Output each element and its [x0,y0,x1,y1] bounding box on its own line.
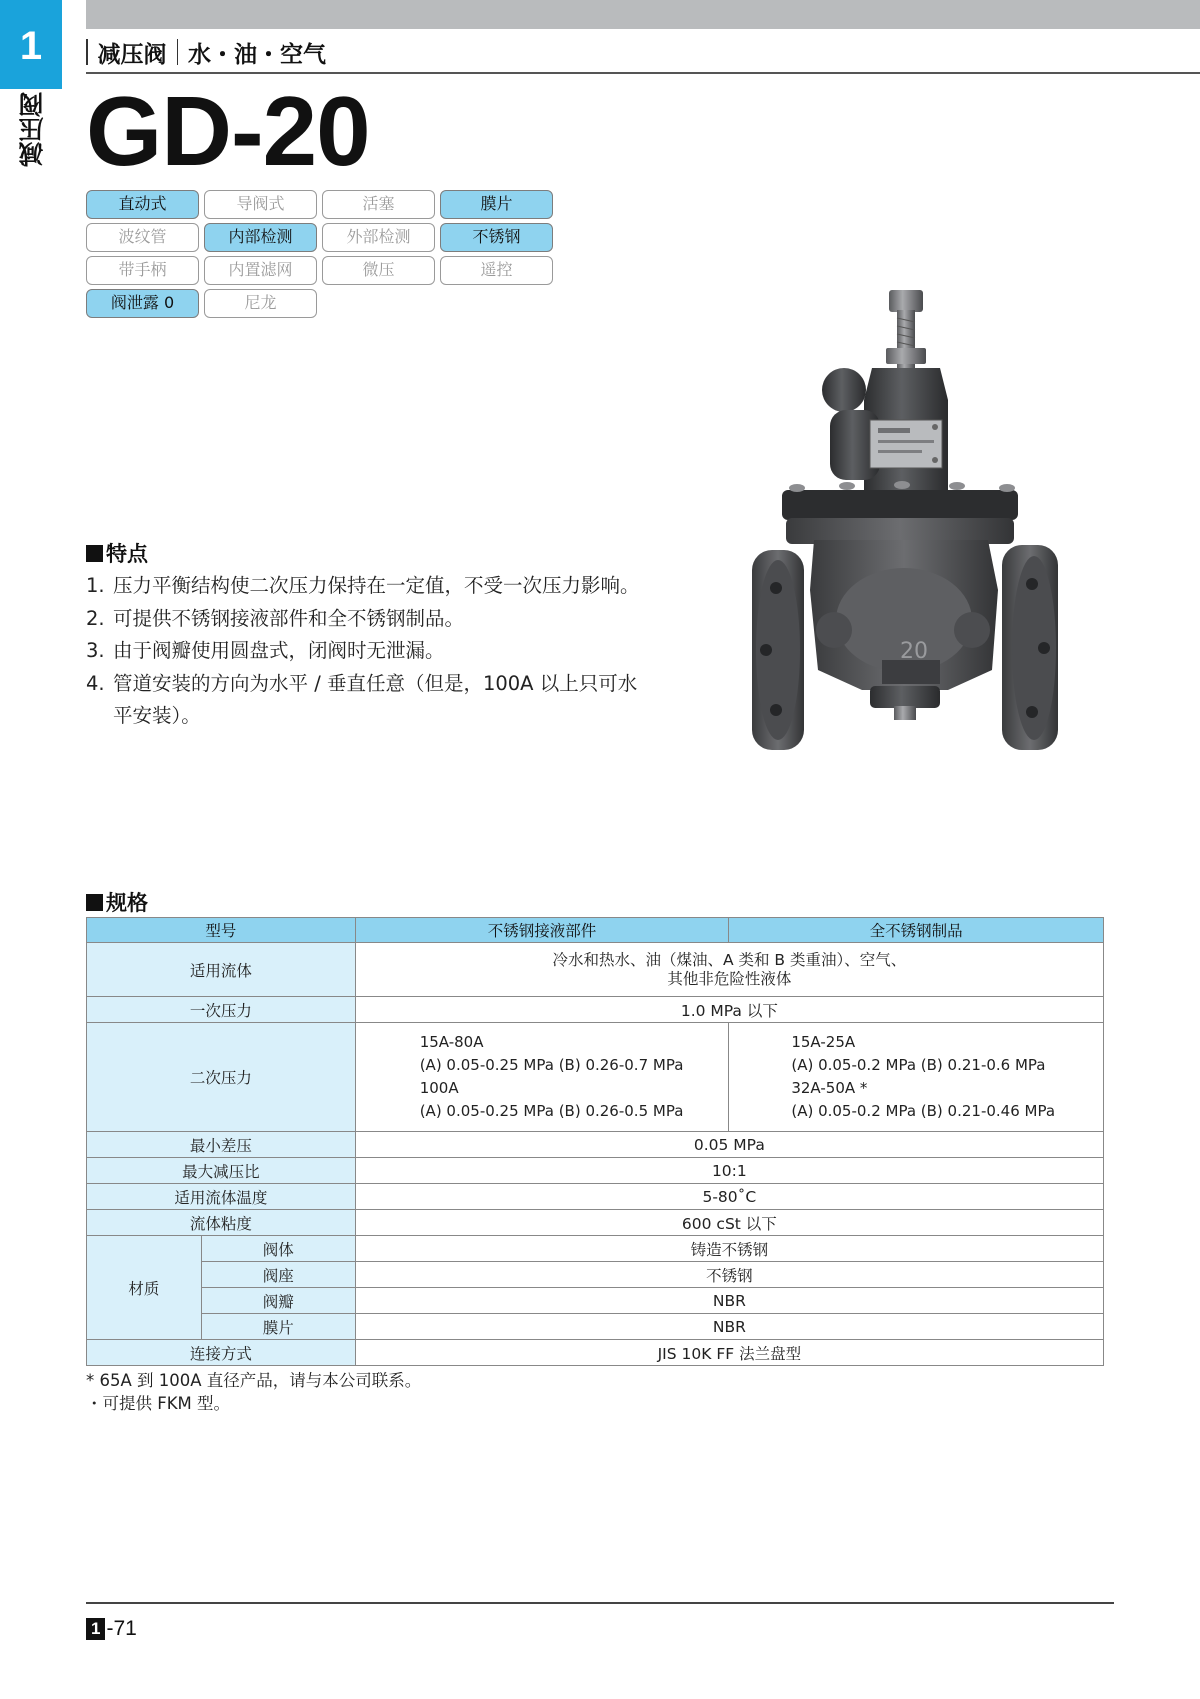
breadcrumb-category: 减压阀 [97,41,167,68]
row-label: 最大减压比 [87,1158,356,1184]
footer-rule [86,1602,1114,1604]
footnote: ・可提供 FKM 型。 [86,1394,231,1413]
row-label: 连接方式 [87,1340,356,1366]
row-value: 铸造不锈钢 [355,1236,1103,1262]
secondary-pressure-col1: 15A-80A (A) 0.05-0.25 MPa (B) 0.26-0.7 MPa 100A (A) 0.05-0.25 MPa (B) 0.26-0.5 MPa [355,1023,729,1132]
tag-nylon: 尼龙 [204,289,317,318]
row-value: NBR [355,1288,1103,1314]
header-gray-bar [86,0,1200,29]
tag-low-pressure: 微压 [322,256,435,285]
tag-piston: 活塞 [322,190,435,219]
spec-heading: 规格 [86,887,148,917]
svg-text:20: 20 [900,639,928,664]
row-value: 1.0 MPa 以下 [355,997,1103,1023]
spec-header-col1: 不锈钢接液部件 [355,918,729,943]
spec-header-model: 型号 [87,918,356,943]
list-item: 1. 压力平衡结构使二次压力保持在一定值，不受一次压力影响。 [86,574,640,597]
tag-zero-leakage: 阀泄露 0 [86,289,199,318]
list-item: 2. 可提供不锈钢接液部件和全不锈钢制品。 [86,606,465,630]
row-sublabel: 阀瓣 [201,1288,355,1314]
table-row [87,1236,1104,1262]
spec-table [86,917,1104,1366]
list-item: 3. 由于阀瓣使用圆盘式，闭阀时无泄漏。 [86,639,445,662]
row-value: NBR [355,1314,1103,1340]
page-number [86,1617,137,1641]
tag-stainless: 不锈钢 [440,223,553,252]
model-title: GD-20 [86,76,370,186]
square-bullet-icon [86,894,103,911]
row-value: 0.05 MPa [355,1132,1103,1158]
row-value: 10:1 [355,1158,1103,1184]
page-number-text: -71 [106,1617,137,1640]
list-item: 4. 管道安装的方向为水平 / 垂直任意（但是，100A 以上只可水平安装）。 [86,671,638,727]
tag-direct-acting: 直动式 [86,190,199,219]
table-row [87,943,1104,997]
row-value: JIS 10K FF 法兰盘型 [355,1340,1103,1366]
footnote: * 65A 到 100A 直径产品，请与本公司联系。 [86,1371,422,1390]
row-label: 流体粘度 [87,1210,356,1236]
side-chapter-label: 减压阀 [18,92,47,167]
tag-pilot: 导阀式 [204,190,317,219]
table-row [87,1288,1104,1314]
tag-remote: 遥控 [440,256,553,285]
row-label: 适用流体 [87,943,356,997]
tag-internal-sensing: 内部检测 [204,223,317,252]
row-label: 最小差压 [87,1132,356,1158]
tag-handle: 带手柄 [86,256,199,285]
tag-external-sensing: 外部检测 [322,223,435,252]
divider [177,39,179,65]
table-row [87,1184,1104,1210]
fluid-value: 冷水和热水、油（煤油、A 类和 B 类重油）、空气、 其他非危险性液体 [355,943,1103,997]
table-row [87,1132,1104,1158]
row-sublabel: 膜片 [201,1314,355,1340]
table-row [87,1314,1104,1340]
valve-product-image [752,290,1058,760]
features-list [86,570,646,733]
table-row [87,1340,1104,1366]
breadcrumb-media: 水・油・空气 [188,41,326,68]
row-label: 一次压力 [87,997,356,1023]
row-label: 适用流体温度 [87,1184,356,1210]
features-heading: 特点 [86,538,148,568]
row-value: 600 cSt 以下 [355,1210,1103,1236]
tag-built-in-strainer: 内置滤网 [204,256,317,285]
row-sublabel: 阀体 [201,1236,355,1262]
divider [86,39,88,65]
page-section-box: 1 [86,1618,105,1640]
chapter-tab: 1 [0,0,62,89]
spec-header-col2: 全不锈钢制品 [729,918,1104,943]
footnotes [86,1369,421,1415]
secondary-pressure-col2: 15A-25A (A) 0.05-0.2 MPa (B) 0.21-0.6 MPa 32A-50A * (A) 0.05-0.2 MPa (B) 0.21-0.46 MPa [729,1023,1104,1132]
table-row [87,1158,1104,1184]
row-sublabel: 阀座 [201,1262,355,1288]
breadcrumb [86,35,326,69]
table-row [87,918,1104,943]
table-row [87,1210,1104,1236]
row-label: 二次压力 [87,1023,356,1132]
table-row [87,1023,1104,1132]
header-rule [86,72,1200,74]
row-label-material: 材质 [87,1236,202,1340]
square-bullet-icon [86,545,103,562]
row-value: 5-80˚C [355,1184,1103,1210]
table-row [87,997,1104,1023]
tag-bellows: 波纹管 [86,223,199,252]
row-value: 不锈钢 [355,1262,1103,1288]
table-row [87,1262,1104,1288]
tag-diaphragm: 膜片 [440,190,553,219]
